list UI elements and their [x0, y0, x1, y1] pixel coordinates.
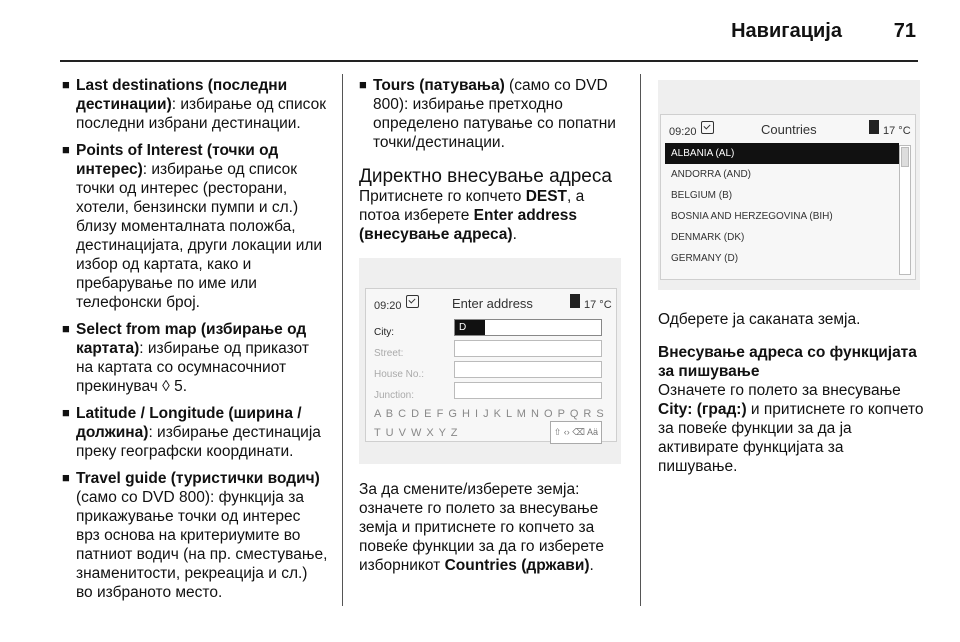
column-divider-2 [640, 74, 641, 606]
item-label: Tours (патувања) [373, 77, 505, 94]
column-1 [62, 76, 328, 610]
item-text: : избирање дестинација преку географски координати. [76, 424, 321, 460]
country-item[interactable]: ANDORRA (AND) [671, 169, 752, 180]
item-text: : избирање од приказот на картата со осумнасочниот прекинувач ◊ 5. [76, 340, 309, 395]
item-text: : избирање од список последни избрани дестинации. [76, 96, 326, 132]
thermometer-icon [570, 294, 580, 308]
clock: 09:20 [374, 300, 402, 312]
item-text: : избирање од список точки од интерес (ресторани, хотели, бензински пумпи и сл.) близу моменталната положба, дестинацијата, други локации или избор од картата, како и пребарување по име или телефонски број. [76, 161, 323, 311]
header-rule [60, 60, 918, 62]
bullet-icon: ■ [62, 142, 70, 157]
item-label: Select from map (избирање од картата) [76, 321, 307, 357]
caption-paragraph [359, 480, 629, 575]
keyboard-function-keys[interactable]: ⇧ ‹› ⌫ Aä [550, 421, 602, 444]
intro-paragraph [359, 187, 629, 244]
temperature: 17 °C [584, 299, 612, 311]
tours-list [359, 76, 629, 152]
countries-menu-label: Countries (држави) [444, 557, 590, 574]
screen-status-bar [366, 289, 616, 315]
text: . [512, 226, 517, 243]
temperature: 17 °C [883, 125, 911, 137]
screen-status-bar [661, 115, 915, 141]
bullet-icon: ■ [62, 470, 70, 485]
screen-title: Countries [761, 122, 817, 137]
field-box[interactable] [454, 382, 602, 399]
field-value: D [455, 320, 485, 335]
bullet-icon: ■ [359, 77, 367, 92]
page-number: 71 [893, 20, 916, 42]
city-field[interactable] [374, 319, 602, 339]
country-item[interactable]: DENMARK (DK) [671, 232, 745, 243]
country-item[interactable]: GERMANY (D) [671, 253, 739, 264]
field-label: Junction: [374, 390, 415, 401]
bullet-icon: ■ [62, 77, 70, 92]
text: , а потоа изберете [359, 188, 585, 224]
field-label: Street: [374, 348, 404, 359]
subhead-paragraph [658, 343, 924, 381]
column-divider-1 [342, 74, 343, 606]
house-no-field[interactable] [374, 361, 602, 381]
field-label: House No.: [374, 369, 425, 380]
clock: 09:20 [669, 126, 697, 138]
text: Означете го полето за внесување [658, 382, 901, 399]
scrollbar-thumb[interactable] [901, 147, 909, 167]
field-label: City: [374, 327, 394, 338]
enter-address-label: Enter address (внесување адреса) [359, 207, 578, 243]
page-header [0, 14, 960, 48]
section-title: Директно внесување адреса [359, 166, 612, 187]
thermometer-icon [869, 120, 879, 134]
item-label: Last destinations (последни дестинации) [76, 77, 288, 113]
item-label: Points of Interest (точки од интерес) [76, 142, 279, 178]
country-item[interactable]: BELGIUM (B) [671, 190, 733, 201]
text: и притиснете го копчето за повеќе функции за да ја активирате функцијата за пишување. [658, 401, 924, 475]
field-box[interactable] [454, 319, 602, 336]
list-item [359, 76, 629, 152]
text: За да смените/изберете земја: означете го полето за внесување земја и притиснете го копчето за повеќе функции за да го изберете изборникот [359, 481, 605, 574]
screen-title: Enter address [452, 296, 533, 311]
list-item [62, 320, 328, 396]
street-field[interactable] [374, 340, 602, 360]
page-title: Навигација [731, 20, 842, 42]
city-field-label: City: (град:) [658, 401, 747, 418]
field-box[interactable] [454, 340, 602, 357]
list-item [62, 141, 328, 312]
country-item[interactable]: BOSNIA AND HERZEGOVINA (BIH) [671, 211, 833, 222]
item-text: (само со DVD 800): функција за прикажување точки од интерес врз основа на критериумите во патниот водич (на пр. сместување, знаменитости, рекреација и сл.) во избраното место. [76, 489, 328, 601]
list-scrollbar[interactable] [899, 145, 911, 275]
junction-field[interactable] [374, 382, 602, 402]
typing-paragraph [658, 381, 924, 476]
countries-screen [660, 114, 916, 280]
list-item [62, 404, 328, 461]
column-3 [658, 76, 924, 484]
clock-icon [701, 121, 714, 134]
subheading: Внесување адреса со функцијата за пишување [658, 344, 917, 380]
country-item-selected[interactable]: ALBANIA (AL) [665, 143, 899, 164]
alphabet-keyboard[interactable]: A B C D E F G H I J K L M N O P Q R S T U V W X Y Z [374, 408, 605, 439]
bullet-icon: ■ [62, 405, 70, 420]
bullet-icon: ■ [62, 321, 70, 336]
countries-screenshot [658, 80, 920, 290]
text: . [589, 557, 594, 574]
dest-key-label: DEST [525, 188, 568, 205]
menu-options-list [62, 76, 328, 602]
item-label: Travel guide (туристички водич) [76, 470, 320, 487]
item-label: Latitude / Longitude (ширина / должина) [76, 405, 302, 441]
column-2 [359, 76, 629, 583]
list-item [62, 469, 328, 602]
clock-icon [406, 295, 419, 308]
item-text: (само со DVD 800): избирање претходно определено патување со попатни точки/дестинации. [373, 77, 616, 151]
enter-address-screen [365, 288, 617, 442]
list-item [62, 76, 328, 133]
country-caption: Одберете ја саканата земја. [658, 311, 861, 328]
countries-list [665, 143, 899, 269]
field-box[interactable] [454, 361, 602, 378]
enter-address-screenshot [359, 258, 621, 464]
text: Притиснете го копчето [359, 188, 526, 205]
